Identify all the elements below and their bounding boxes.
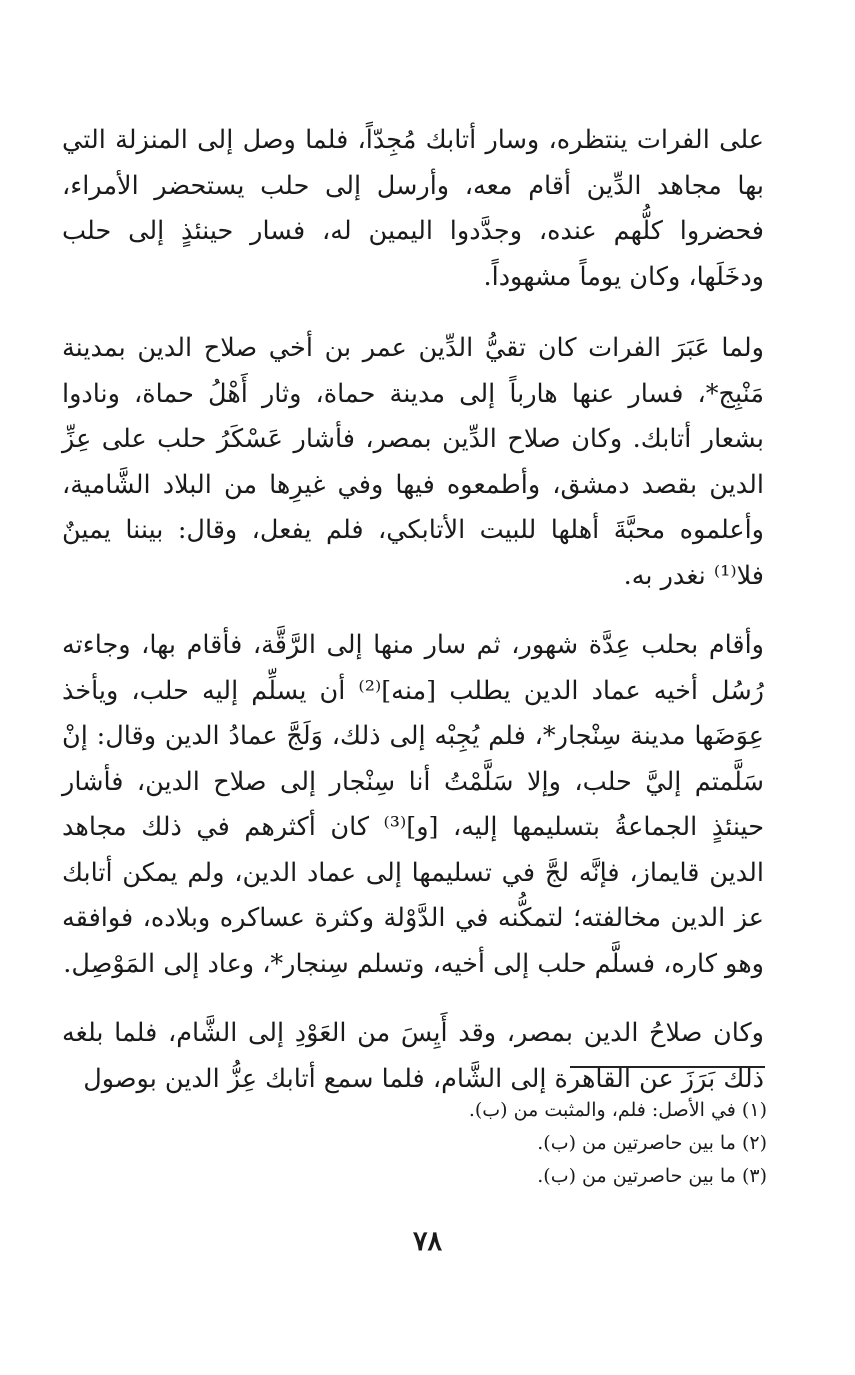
paragraph: وكان صلاحُ الدين بمصر، وقد أَيِسَ من العَوْدِ إلى الشَّام، فلما بلغه ذلك بَرَزَ عن القاهرة إلى الشَّام، فلما سمع أتابك عِزُّ الدين بوصول [62, 1018, 764, 1094]
paragraph: ولما عَبَرَ الفرات كان تقيُّ الدِّين عمر بن أخي صلاح الدين بمدينة مَنْبِج*، فسار عنها هارباً إلى مدينة حماة، وثار أَهْلُ حماة، ونادوا بشعار أتابك. وكان صلاح الدِّين بمصر، فأشار عَسْكَرُ حلب على عِزِّ الدين بقصد دمشق، وأطمعوه فيها وفي غيرِها من البلاد الشَّامية، وأعلموه محبَّةَ أهلها للبيت الأتابكي، فلم يفعل، وقال: بيننا يمينٌ فلا⁽¹⁾ نغدر به. [62, 333, 764, 591]
page-body [62, 118, 764, 1102]
paragraph: وأقام بحلب عِدَّة شهور، ثم سار منها إلى الرَّقَّة، فأقام بها، وجاءته رُسُل أخيه عماد الدين يطلب [منه]⁽²⁾ أن يسلِّم إليه حلب، ويأخذ عِوَضَها مدينة سِنْجار*، فلم يُجِبْه إلى ذلك، وَلَجَّ عمادُ الدين وقال: إنْ سَلَّمتم إليَّ حلب، وإلا سَلَّمْتُ أنا سِنْجار إلى صلاح الدين، فأشار حينئذٍ الجماعةُ بتسليمها إليه، [و]⁽³⁾ كان أكثرهم في ذلك مجاهد الدين قايماز، فإنَّه لجَّ في تسليمها إلى عماد الدين، ولم يمكن أتابك عز الدين مخالفته؛ لتمكُّنه في الدَّوْلة وكثرة عساكره وبلاده، فوافقه وهو كاره، فسلَّم حلب إلى أخيه، وتسلم سِنجار*، وعاد إلى المَوْصِل. [62, 630, 764, 979]
footnote: (٣) ما بين حاصرتين من (ب). [537, 1165, 767, 1187]
page-number: ٧٨ [412, 1226, 442, 1257]
footnote-separator [570, 1066, 765, 1068]
paragraph: على الفرات ينتظره، وسار أتابك مُجِدّاً، فلما وصل إلى المنزلة التي بها مجاهد الدِّين أقام معه، وأرسل إلى حلب يستحضر الأمراء، فحضروا كلُّهم عنده، وجدَّدوا اليمين له، فسار حينئذٍ إلى حلب ودخَلَها، وكان يوماً مشهوداً. [62, 125, 764, 292]
footnote: (٢) ما بين حاصرتين من (ب). [537, 1132, 767, 1154]
footnote: (١) في الأصل: فلم، والمثبت من (ب). [468, 1099, 767, 1121]
footnotes [62, 1094, 767, 1193]
